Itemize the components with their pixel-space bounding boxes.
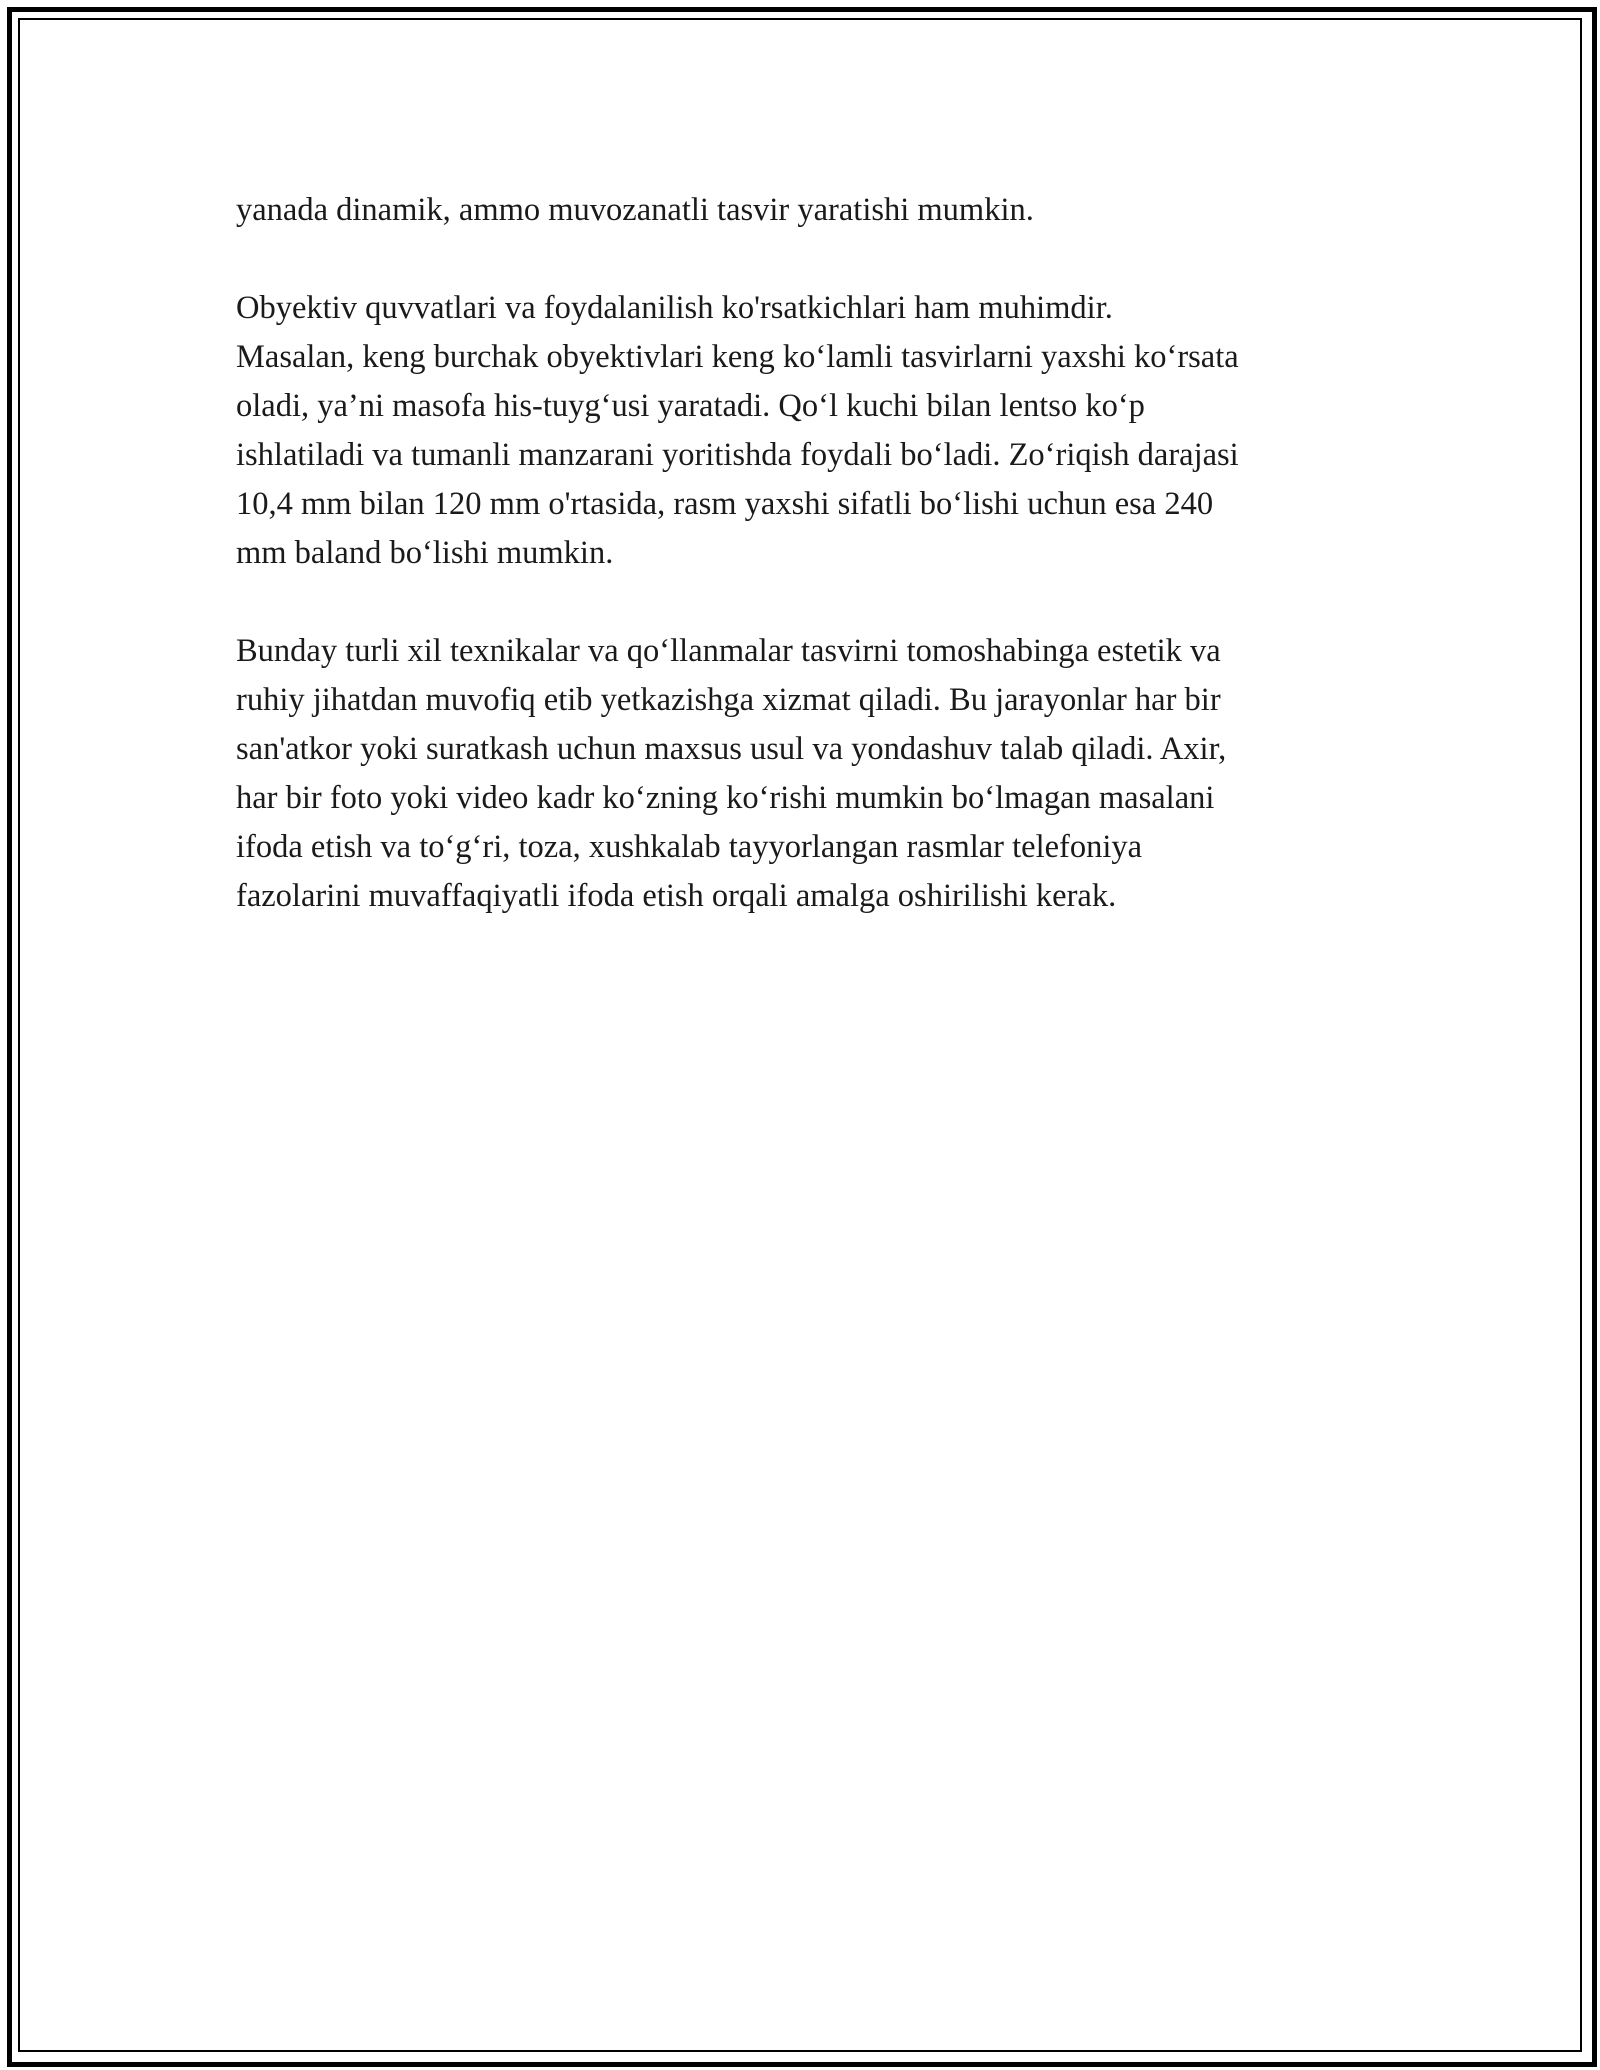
text-line: Masalan, keng burchak obyektivlari keng koʻlamli tasvirlarni yaxshi koʻrsata	[236, 339, 1239, 375]
text-line: Obyektiv quvvatlari va foydalanilish ko'rsatkichlari ham muhimdir.	[236, 290, 1113, 326]
text-line: har bir foto yoki video kadr koʻzning koʻrishi mumkin boʻlmagan masalani	[236, 780, 1215, 816]
paragraph-2	[236, 284, 1386, 578]
text-line: mm baland boʻlishi mumkin.	[236, 535, 614, 571]
paragraph-1	[236, 186, 1386, 235]
text-line: san'atkor yoki suratkash uchun maxsus usul va yondashuv talab qiladi. Axir,	[236, 731, 1227, 767]
text-line: ishlatiladi va tumanli manzarani yoritishda foydali boʻladi. Zoʻriqish darajasi	[236, 437, 1239, 473]
text-line: ruhiy jihatdan muvofiq etib yetkazishga xizmat qiladi. Bu jarayonlar har bir	[236, 682, 1221, 718]
text-line: oladi, ya’ni masofa his-tuygʻusi yaratadi. Qoʻl kuchi bilan lentso koʻp	[236, 388, 1145, 424]
document-body	[236, 186, 1386, 970]
text-line: fazolarini muvaffaqiyatli ifoda etish orqali amalga oshirilishi kerak.	[236, 878, 1117, 914]
text-line: 10,4 mm bilan 120 mm o'rtasida, rasm yaxshi sifatli boʻlishi uchun esa 240	[236, 486, 1214, 522]
text-line: Bunday turli xil texnikalar va qoʻllanmalar tasvirni tomoshabinga estetik va	[236, 633, 1221, 669]
text-line: yanada dinamik, ammo muvozanatli tasvir yaratishi mumkin.	[236, 192, 1034, 228]
paragraph-3	[236, 627, 1386, 921]
text-line: ifoda etish va toʻgʻri, toza, xushkalab tayyorlangan rasmlar telefoniya	[236, 829, 1143, 865]
